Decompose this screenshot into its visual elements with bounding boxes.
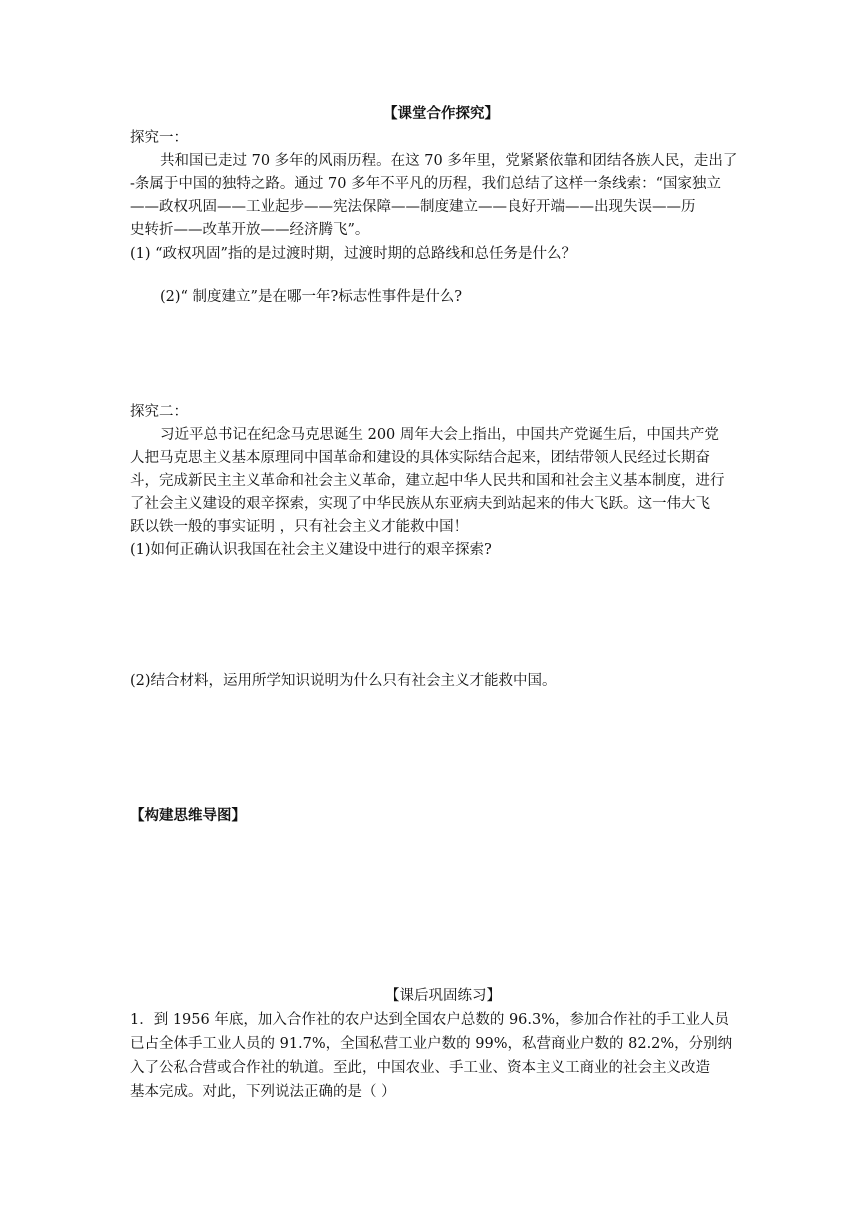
inquiry-two-question-2: (2)结合材料，运用所学知识说明为什么只有社会主义才能救中国。 [130, 673, 557, 689]
inquiry-two-question-1: (1)如何正确认识我国在社会主义建设中进行的艰辛探索? [130, 542, 492, 558]
inquiry-two-paragraph-line: 习近平总书记在纪念马克思诞生 200 周年大会上指出，中国共产党诞生后，中国共产党 [160, 427, 719, 443]
inquiry-two-paragraph-line: 跃以铁一般的事实证明 ，只有社会主义才能救中国！ [130, 519, 469, 535]
inquiry-one-label: 探究一： [130, 130, 188, 146]
practice-question-line: 基本完成。对此，下列说法正确的是（ ） [130, 1084, 396, 1100]
practice-question-line: 1．到 1956 年底，加入合作社的农户达到全国农户总数的 96.3%，参加合作社的手工业人员 [130, 1012, 730, 1028]
inquiry-two-paragraph-line: 人把马克思主义基本原理同中国革命和建设的具体实际结合起来，团结带领人民经过长期奋 [130, 450, 710, 466]
inquiry-one-paragraph-line: 共和国已走过 70 多年的风雨历程。在这 70 多年里，党紧紧依靠和团结各族人民，走出了 [160, 153, 738, 169]
classroom-inquiry-heading: 【课堂合作探究】 [383, 105, 499, 122]
practice-heading: 【课后巩固练习】 [385, 988, 501, 1004]
inquiry-one-paragraph-line: ——政权巩固——工业起步——宪法保障——制度建立——良好开端——出现失误——历 [130, 199, 696, 215]
inquiry-one-question-1: (1) “政权巩固”指的是过渡时期，过渡时期的总路线和总任务是什么？ [130, 246, 576, 262]
practice-question-line: 入了公私合营或合作社的轨道。至此，中国农业、手工业、资本主义工商业的社会主义改造 [130, 1060, 710, 1076]
inquiry-one-paragraph-line: -条属于中国的独特之路。通过 70 多年不平凡的历程，我们总结了这样一条线索：“国家独立 [130, 176, 721, 192]
practice-question-line: 已占全体手工业人员的 91.7%，全国私营工业户数的 99%，私营商业户数的 82.2%，分别纳 [130, 1036, 733, 1052]
mind-map-heading: 【构建思维导图】 [130, 807, 246, 824]
inquiry-two-label: 探究二： [130, 404, 188, 420]
inquiry-one-paragraph-line: 史转折——改革开放——经济腾飞”。 [130, 222, 370, 238]
inquiry-two-paragraph-line: 了社会主义建设的艰辛探索，实现了中华民族从东亚病夫到站起来的伟大飞跃。这一伟大飞 [130, 496, 710, 512]
inquiry-two-paragraph-line: 斗，完成新民主主义革命和社会主义革命，建立起中华人民共和国和社会主义基本制度，进行 [130, 473, 725, 489]
inquiry-one-question-2: (2)“ 制度建立”是在哪一年?标志性事件是什么? [160, 289, 463, 305]
